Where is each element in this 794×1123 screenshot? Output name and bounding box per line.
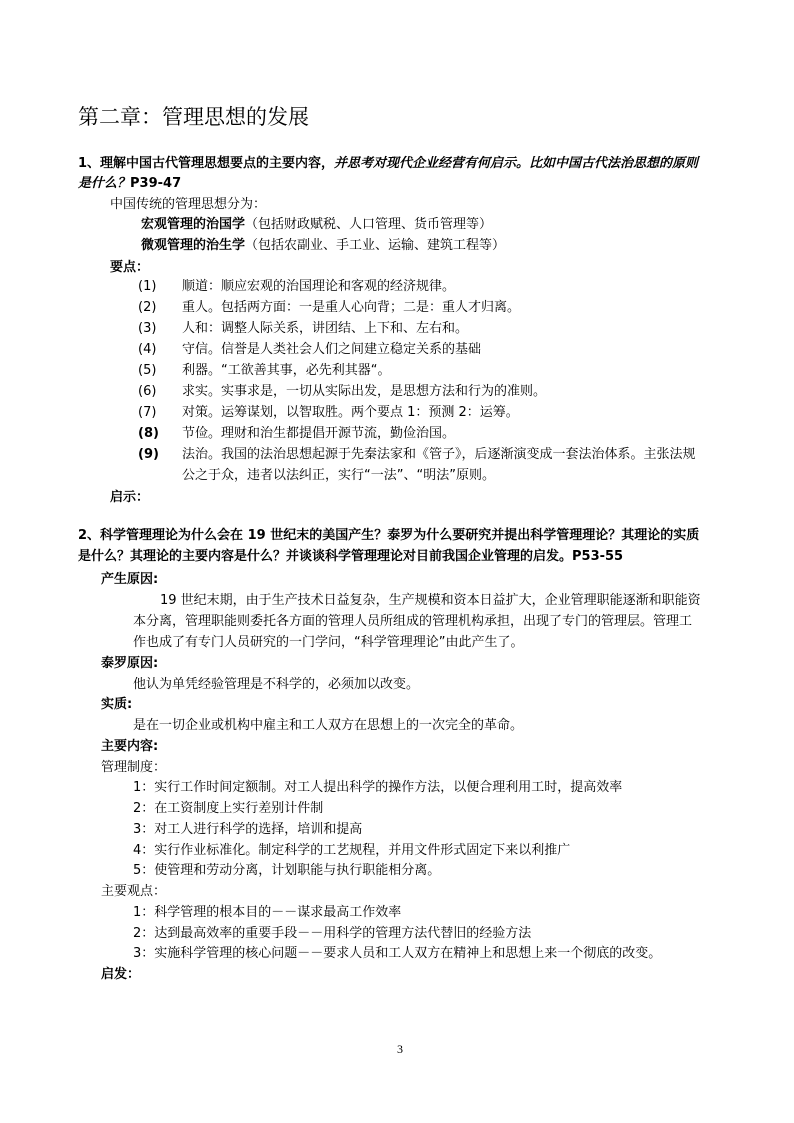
point-item xyxy=(138,278,455,296)
point-item xyxy=(138,341,481,359)
management-system-item: 2：在工资制度上实行差别计件制 xyxy=(133,801,324,816)
points-heading: 要点： xyxy=(110,260,150,275)
micro-management-desc: （包括农副业、手工业、运输、建筑工程等） xyxy=(245,238,506,253)
main-views-item: 2：达到最高效率的重要手段－－用科学的管理方法代替旧的经验方法 xyxy=(133,926,532,941)
macro-management-title: 宏观管理的治国学 xyxy=(141,217,246,232)
management-system-heading: 管理制度： xyxy=(101,760,167,775)
point-item xyxy=(138,383,546,401)
section1-question-italic: 并思考对现代企业经营有何启示。比如中国古代法治思想的原则 xyxy=(334,156,699,171)
cause-text-line1: 19 世纪末期，由于生产技术日益复杂，生产规模和资本日益扩大，企业管理职能逐渐和职能资 xyxy=(160,593,701,608)
cause-heading: 产生原因: xyxy=(101,572,159,587)
point-text: 法治。我国的法治思想起源于先秦法家和《管子》，后逐渐演变成一套法治体系。主张法规 xyxy=(182,447,696,462)
point-number: (5) xyxy=(138,363,157,378)
point-item-continuation: 公之于众，违者以法纠正，实行“一法”、“明法”原则。 xyxy=(182,468,495,483)
point-item xyxy=(138,299,520,317)
point-text: 对策。运筹谋划，以智取胜。两个要点 1：预测 2：运筹。 xyxy=(182,405,519,420)
cause-text-line2: 本分离，管理职能则委托各方面的管理人员所组成的管理机构承担，出现了专门的管理层。管理工 xyxy=(133,614,693,629)
main-content-heading: 主要内容: xyxy=(101,739,159,754)
point-item xyxy=(138,425,455,443)
management-system-item: 3：对工人进行科学的选择，培训和提高 xyxy=(133,822,363,837)
point-item xyxy=(138,362,390,380)
taylor-reason-text: 他认为单凭经验管理是不科学的，必须加以改变。 xyxy=(133,677,420,692)
section1-inspiration-heading: 启示： xyxy=(110,490,150,505)
point-number: (2) xyxy=(138,300,157,315)
page-number: 3 xyxy=(397,1042,403,1056)
macro-management-desc: （包括财政赋税、人口管理、货币管理等） xyxy=(245,217,493,232)
point-text: 顺道：顺应宏观的治国理论和客观的经济规律。 xyxy=(182,279,456,294)
chapter-title: 第二章：管理思想的发展 xyxy=(78,105,309,129)
point-number: (8) xyxy=(138,426,159,441)
point-number: (7) xyxy=(138,405,157,420)
main-views-heading: 主要观点： xyxy=(101,884,167,899)
section1-page-ref: P39-47 xyxy=(130,176,182,191)
point-item xyxy=(138,320,468,338)
main-views-item: 3：实施科学管理的核心问题－－要求人员和工人双方在精神上和思想上来一个彻底的改变。 xyxy=(133,946,662,961)
section1-question-italic-2: 是什么？ xyxy=(78,176,131,191)
point-item xyxy=(138,446,696,464)
section1-question-line2 xyxy=(78,174,181,193)
section2-inspiration-heading: 启发： xyxy=(101,967,141,982)
point-number: (6) xyxy=(138,384,157,399)
management-system-item: 4：实行作业标准化。制定科学的工艺规程，并用文件形式固定下来以利推广 xyxy=(133,843,571,858)
essence-heading: 实质: xyxy=(101,697,133,712)
point-text: 守信。信誉是人类社会人们之间建立稳定关系的基础 xyxy=(182,342,482,357)
taylor-reason-heading: 泰罗原因: xyxy=(101,656,159,671)
point-text: 利器。“工欲善其事，必先利其器“。 xyxy=(182,363,391,378)
point-text: 求实。实事求是，一切从实际出发，是思想方法和行为的准则。 xyxy=(182,384,547,399)
section1-intro: 中国传统的管理思想分为： xyxy=(110,197,267,212)
point-text: 重人。包括两方面：一是重人心向背；二是：重人才归离。 xyxy=(182,300,521,315)
point-number: (3) xyxy=(138,321,157,336)
section1-question-line1 xyxy=(78,154,698,173)
cause-text-line3: 作也成了有专门人员研究的一门学问，“科学管理理论”由此产生了。 xyxy=(133,635,524,650)
section2-question-line2: 是什么？其理论的主要内容是什么？并谈谈科学管理理论对目前我国企业管理的启发。P53-55 xyxy=(78,549,624,564)
management-system-item: 1：实行工作时间定额制。对工人提出科学的操作方法，以便合理利用工时，提高效率 xyxy=(133,780,623,795)
micro-management-line xyxy=(141,237,505,255)
macro-management-line xyxy=(141,216,492,234)
management-system-item: 5：使管理和劳动分离，计划职能与执行职能相分离。 xyxy=(133,863,441,878)
point-number: (9) xyxy=(138,447,159,462)
point-item xyxy=(138,404,519,422)
main-views-item: 1：科学管理的根本目的－－谋求最高工作效率 xyxy=(133,905,402,920)
section1-question-main: 1、理解中国古代管理思想要点的主要内容， xyxy=(78,156,335,171)
essence-text: 是在一切企业或机构中雇主和工人双方在思想上的一次完全的革命。 xyxy=(133,718,524,733)
section2-question-line1: 2、科学管理理论为什么会在 19 世纪末的美国产生？泰罗为什么要研究并提出科学管理理论？其理论的实质 xyxy=(78,528,700,543)
point-number: (1) xyxy=(138,279,157,294)
point-text: 人和：调整人际关系，讲团结、上下和、左右和。 xyxy=(182,321,469,336)
point-text: 节俭。理财和治生都提倡开源节流，勤俭治国。 xyxy=(182,426,456,441)
point-number: (4) xyxy=(138,342,157,357)
micro-management-title: 微观管理的治生学 xyxy=(141,238,246,253)
